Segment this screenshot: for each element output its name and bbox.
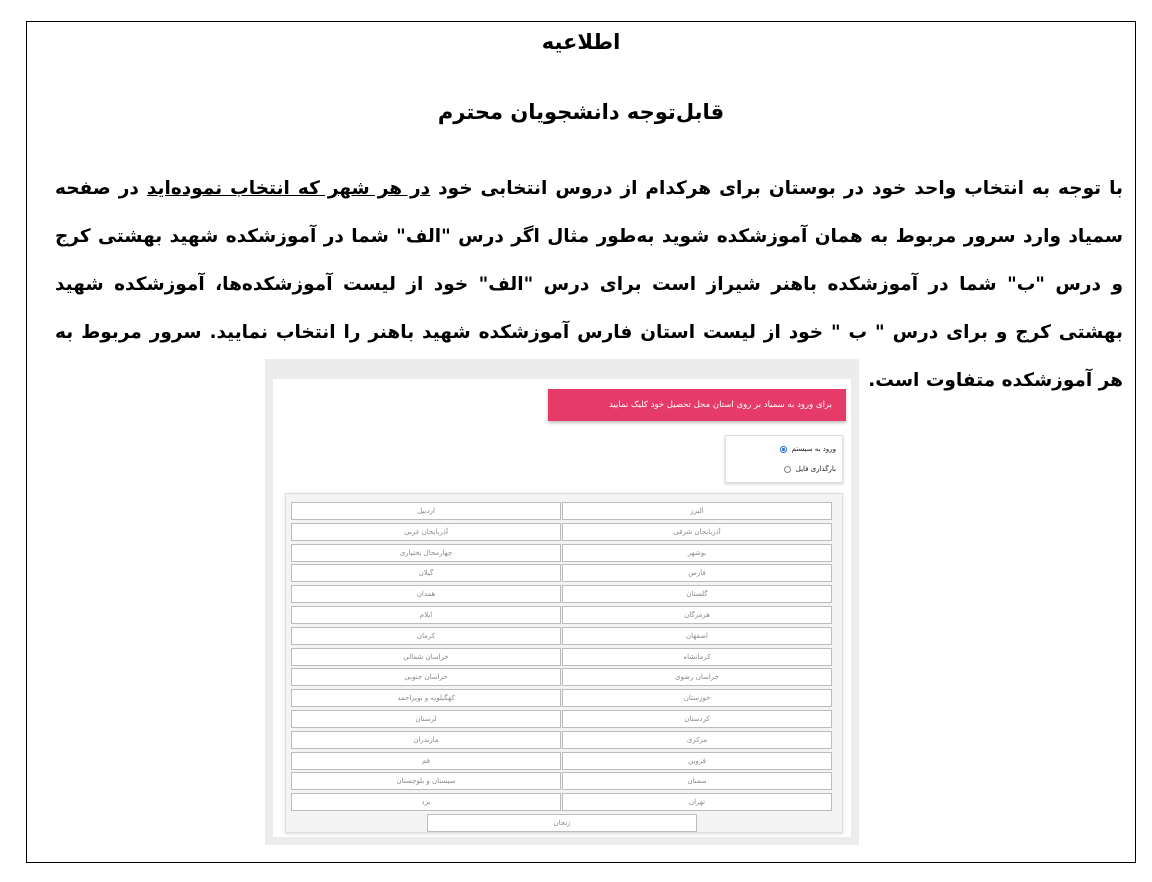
notice-subtitle: قابل‌توجه دانشجویان محترم — [437, 100, 725, 124]
province-button[interactable]: زنجان — [427, 814, 697, 832]
province-button[interactable]: بوشهر — [562, 544, 832, 562]
province-button[interactable]: همدان — [291, 585, 561, 603]
province-button[interactable]: ایلام — [291, 606, 561, 624]
province-button[interactable]: آذربایجان غربی — [291, 523, 561, 541]
notice-frame — [26, 21, 1136, 863]
province-button[interactable]: کهگیلویه و بویراحمد — [291, 689, 561, 707]
province-button[interactable]: خراسان جنوبی — [291, 668, 561, 686]
province-button[interactable]: مرکزی — [562, 731, 832, 749]
mode-radio-group — [725, 435, 843, 483]
province-button[interactable]: قزوین — [562, 752, 832, 770]
province-button[interactable]: تهران — [562, 793, 832, 811]
radio-login[interactable] — [780, 445, 836, 453]
province-button[interactable]: گلستان — [562, 585, 832, 603]
province-button[interactable]: فارس — [562, 564, 832, 582]
province-button[interactable]: اصفهان — [562, 627, 832, 645]
province-button[interactable]: اردبیل — [291, 502, 561, 520]
province-button[interactable]: سمنان — [562, 772, 832, 790]
login-instruction-banner: برای ورود به سمیاد بر روی استان محل تحصیل خود کلیک نمایید — [548, 389, 846, 421]
province-button[interactable]: خراسان شمالی — [291, 648, 561, 666]
radio-login-label: ورود به سیستم — [791, 445, 836, 453]
province-button[interactable]: چهارمحال بختیاری — [291, 544, 561, 562]
paragraph-part-2: در صفحه سمیاد وارد سرور مربوط به همان آموزشکده شوید به‌طور مثال اگر درس "الف" شما در آموزشکده شهید بهشتی کرج و درس "ب" شما در آموزشکده باهنر شیراز است برای درس "الف" خود از لیست آموزشکده‌ها، آموزشکده شهید بهشتی کرج و برای درس " ب " خود از لیست استان فارس آموزشکده شهید باهنر را انتخاب نمایید. سرور مربوط به هر آموزشکده متفاوت است. — [55, 178, 1123, 391]
province-button[interactable]: کرمانشاه — [562, 648, 832, 666]
province-button[interactable]: خراسان رضوی — [562, 668, 832, 686]
province-button[interactable]: لرستان — [291, 710, 561, 728]
radio-upload-dot[interactable] — [784, 466, 791, 473]
radio-upload[interactable] — [784, 465, 836, 473]
province-button[interactable]: سیستان و بلوچستان — [291, 772, 561, 790]
province-button[interactable]: البرز — [562, 502, 832, 520]
paragraph-part-1: با توجه به انتخاب واحد خود در بوستان برای هرکدام از دروس انتخابی خود — [430, 178, 1123, 199]
screenshot-panel — [273, 379, 851, 837]
radio-login-dot[interactable] — [780, 446, 787, 453]
province-button[interactable]: یزد — [291, 793, 561, 811]
province-button[interactable]: مازندران — [291, 731, 561, 749]
notice-title: اطلاعیه — [541, 30, 621, 54]
radio-upload-label: بارگذاری فایل — [795, 465, 836, 473]
province-button[interactable]: کردستان — [562, 710, 832, 728]
province-grid — [285, 493, 843, 833]
province-button[interactable]: خوزستان — [562, 689, 832, 707]
paragraph-underlined: در هر شهر که انتخاب نموده‌اید — [146, 178, 431, 199]
province-button[interactable]: قم — [291, 752, 561, 770]
province-button[interactable]: هرمزگان — [562, 606, 832, 624]
province-button[interactable]: گیلان — [291, 564, 561, 582]
province-button[interactable]: آذربایجان شرقی — [562, 523, 832, 541]
embedded-screenshot — [265, 359, 859, 845]
province-button[interactable]: کرمان — [291, 627, 561, 645]
